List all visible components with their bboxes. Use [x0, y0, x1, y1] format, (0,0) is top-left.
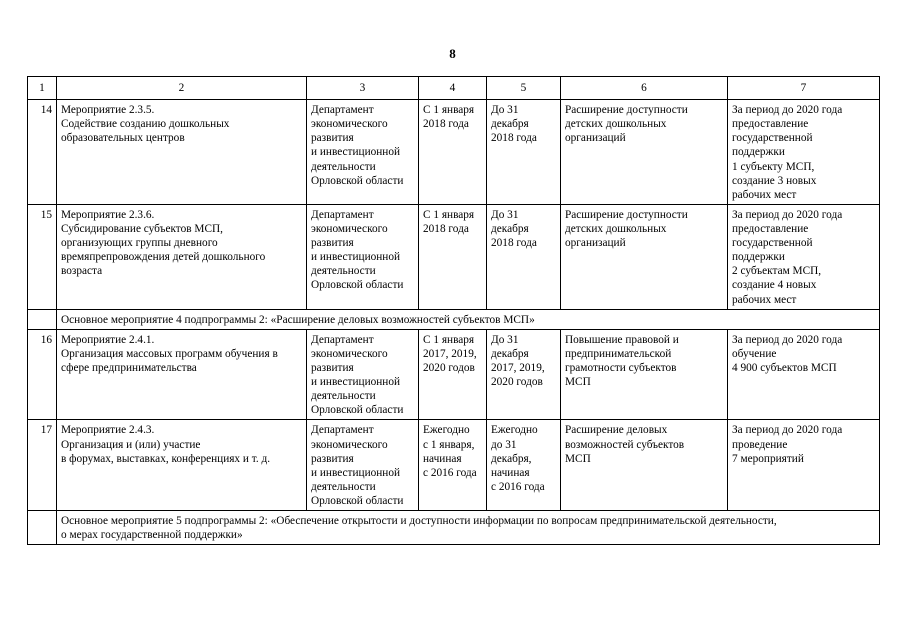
cell-line: рабочих мест — [732, 293, 797, 306]
event-cell — [57, 204, 307, 309]
cell-line: Департамент — [311, 333, 374, 346]
cell-line: 2020 годов — [423, 361, 475, 374]
event-cell — [57, 420, 307, 511]
cell-line: Мероприятие 2.4.1. — [61, 333, 155, 346]
cell-line: 1 субъекту МСП, — [732, 160, 815, 173]
cell-line: Орловской области — [311, 404, 404, 417]
start-date-cell — [419, 420, 487, 511]
executor-cell — [307, 100, 419, 205]
row-number: 17 — [28, 420, 57, 511]
cell-line: с 1 января, — [423, 438, 475, 451]
cell-line: поддержки — [732, 146, 785, 159]
table-row — [28, 420, 880, 511]
cell-line: декабря — [491, 347, 529, 360]
cell-line: проведение — [732, 438, 788, 451]
indicator-cell — [728, 420, 880, 511]
cell-line: Организация и (или) участие — [61, 438, 201, 451]
section-title-line: Основное мероприятие 4 подпрограммы 2: «Расширение деловых возможностей субъектов МСП» — [61, 313, 535, 326]
section-title-line: Основное мероприятие 5 подпрограммы 2: «Обеспечение открытости и доступности информации по вопросам предпринимательской деятельности, — [61, 515, 777, 528]
cell-line: и инвестиционной — [311, 251, 401, 264]
cell-line: начиная — [491, 466, 530, 479]
cell-line: Расширение доступности — [565, 104, 688, 117]
cell-line: деятельности — [311, 390, 376, 403]
cell-line: 2 субъектам МСП, — [732, 265, 822, 278]
cell-line: МСП — [565, 452, 591, 465]
cell-line: Расширение деловых — [565, 424, 668, 437]
cell-line: и инвестиционной — [311, 146, 401, 159]
cell-line: деятельности — [311, 160, 376, 173]
end-date-cell — [487, 329, 561, 420]
cell-line: С 1 января — [423, 104, 475, 117]
cell-line: создание 3 новых — [732, 174, 817, 187]
cell-line: детских дошкольных — [565, 222, 667, 235]
cell-line: Ежегодно — [491, 424, 538, 437]
row-number: 14 — [28, 100, 57, 205]
cell-line: Повышение правовой и — [565, 333, 679, 346]
cell-line: времяпрепровождения детей дошкольного — [61, 251, 266, 264]
cell-line: За период до 2020 года — [732, 424, 843, 437]
executor-cell — [307, 329, 419, 420]
cell-line: начиная — [423, 452, 462, 465]
executor-cell — [307, 420, 419, 511]
cell-line: и инвестиционной — [311, 466, 401, 479]
cell-line: Мероприятие 2.3.6. — [61, 208, 155, 221]
cell-line: развития — [311, 237, 354, 250]
header-cell: 4 — [419, 77, 487, 100]
cell-line: экономического — [311, 438, 388, 451]
table-row — [28, 100, 880, 205]
cell-line: образовательных центров — [61, 132, 185, 145]
cell-line: До 31 — [491, 333, 519, 346]
cell-line: предпринимательской — [565, 347, 672, 360]
cell-line: предоставление — [732, 222, 809, 235]
cell-line: экономического — [311, 118, 388, 131]
cell-line: Содействие созданию дошкольных — [61, 118, 230, 131]
cell-line: декабря, — [491, 452, 532, 465]
result-cell — [561, 329, 728, 420]
cell-line: Орловской области — [311, 494, 404, 507]
cell-line: организаций — [565, 132, 626, 145]
header-cell: 1 — [28, 77, 57, 100]
header-cell: 7 — [728, 77, 880, 100]
cell-line: Департамент — [311, 424, 374, 437]
end-date-cell — [487, 100, 561, 205]
cell-line: государственной — [732, 237, 813, 250]
end-date-cell — [487, 420, 561, 511]
indicator-cell — [728, 204, 880, 309]
cell-line: 2017, 2019, — [491, 361, 545, 374]
cell-line: 2018 года — [491, 237, 537, 250]
cell-line: 2018 года — [423, 118, 469, 131]
cell-line: до 31 — [491, 438, 517, 451]
indicator-cell — [728, 100, 880, 205]
cell-line: развития — [311, 452, 354, 465]
cell-line: Мероприятие 2.3.5. — [61, 104, 155, 117]
cell-line: сфере предпринимательства — [61, 361, 197, 374]
cell-line: За период до 2020 года — [732, 333, 843, 346]
cell-line: С 1 января — [423, 208, 475, 221]
cell-line: 7 мероприятий — [732, 452, 804, 465]
start-date-cell — [419, 329, 487, 420]
section-number-cell — [28, 511, 57, 545]
cell-line: Орловской области — [311, 279, 404, 292]
cell-line: деятельности — [311, 480, 376, 493]
cell-line: с 2016 года — [423, 466, 477, 479]
cell-line: деятельности — [311, 265, 376, 278]
result-cell — [561, 420, 728, 511]
cell-line: экономического — [311, 222, 388, 235]
cell-line: развития — [311, 132, 354, 145]
cell-line: грамотности субъектов — [565, 361, 677, 374]
cell-line: предоставление — [732, 118, 809, 131]
event-cell — [57, 329, 307, 420]
page-number: 8 — [449, 46, 456, 61]
cell-line: Орловской области — [311, 174, 404, 187]
cell-line: Департамент — [311, 208, 374, 221]
cell-line: Расширение доступности — [565, 208, 688, 221]
section-number-cell — [28, 309, 57, 329]
cell-line: возраста — [61, 265, 103, 278]
section-title — [57, 511, 880, 545]
activities-table — [27, 76, 880, 545]
table-body — [28, 100, 880, 545]
cell-line: Организация массовых программ обучения в — [61, 347, 278, 360]
cell-line: До 31 — [491, 104, 519, 117]
cell-line: За период до 2020 года — [732, 208, 843, 221]
cell-line: обучение — [732, 347, 777, 360]
header-cell: 5 — [487, 77, 561, 100]
header-cell: 2 — [57, 77, 307, 100]
cell-line: С 1 января — [423, 333, 475, 346]
header-cell: 3 — [307, 77, 419, 100]
cell-line: 2018 года — [491, 132, 537, 145]
cell-line: в форумах, выставках, конференциях и т. д. — [61, 452, 271, 465]
section-title-line: о мерах государственной поддержки» — [61, 529, 243, 542]
cell-line: организующих группы дневного — [61, 237, 218, 250]
cell-line: создание 4 новых — [732, 279, 817, 292]
cell-line: Субсидирование субъектов МСП, — [61, 222, 223, 235]
cell-line: поддержки — [732, 251, 785, 264]
cell-line: организаций — [565, 237, 626, 250]
section-title — [57, 309, 880, 329]
cell-line: До 31 — [491, 208, 519, 221]
table-row — [28, 204, 880, 309]
header-row — [28, 77, 880, 100]
cell-line: декабря — [491, 222, 529, 235]
result-cell — [561, 100, 728, 205]
result-cell — [561, 204, 728, 309]
cell-line: декабря — [491, 118, 529, 131]
cell-line: Мероприятие 2.4.3. — [61, 424, 155, 437]
section-row — [28, 511, 880, 545]
cell-line: рабочих мест — [732, 188, 797, 201]
event-cell — [57, 100, 307, 205]
end-date-cell — [487, 204, 561, 309]
start-date-cell — [419, 100, 487, 205]
cell-line: экономического — [311, 347, 388, 360]
cell-line: возможностей субъектов — [565, 438, 685, 451]
cell-line: За период до 2020 года — [732, 104, 843, 117]
cell-line: МСП — [565, 376, 591, 389]
cell-line: Ежегодно — [423, 424, 470, 437]
start-date-cell — [419, 204, 487, 309]
cell-line: 2018 года — [423, 222, 469, 235]
executor-cell — [307, 204, 419, 309]
table-row — [28, 329, 880, 420]
cell-line: Департамент — [311, 104, 374, 117]
cell-line: развития — [311, 361, 354, 374]
cell-line: 2020 годов — [491, 376, 543, 389]
cell-line: 4 900 субъектов МСП — [732, 361, 837, 374]
cell-line: детских дошкольных — [565, 118, 667, 131]
row-number: 15 — [28, 204, 57, 309]
cell-line: и инвестиционной — [311, 376, 401, 389]
cell-line: 2017, 2019, — [423, 347, 477, 360]
cell-line: государственной — [732, 132, 813, 145]
row-number: 16 — [28, 329, 57, 420]
cell-line: с 2016 года — [491, 480, 545, 493]
section-row — [28, 309, 880, 329]
indicator-cell — [728, 329, 880, 420]
header-cell: 6 — [561, 77, 728, 100]
